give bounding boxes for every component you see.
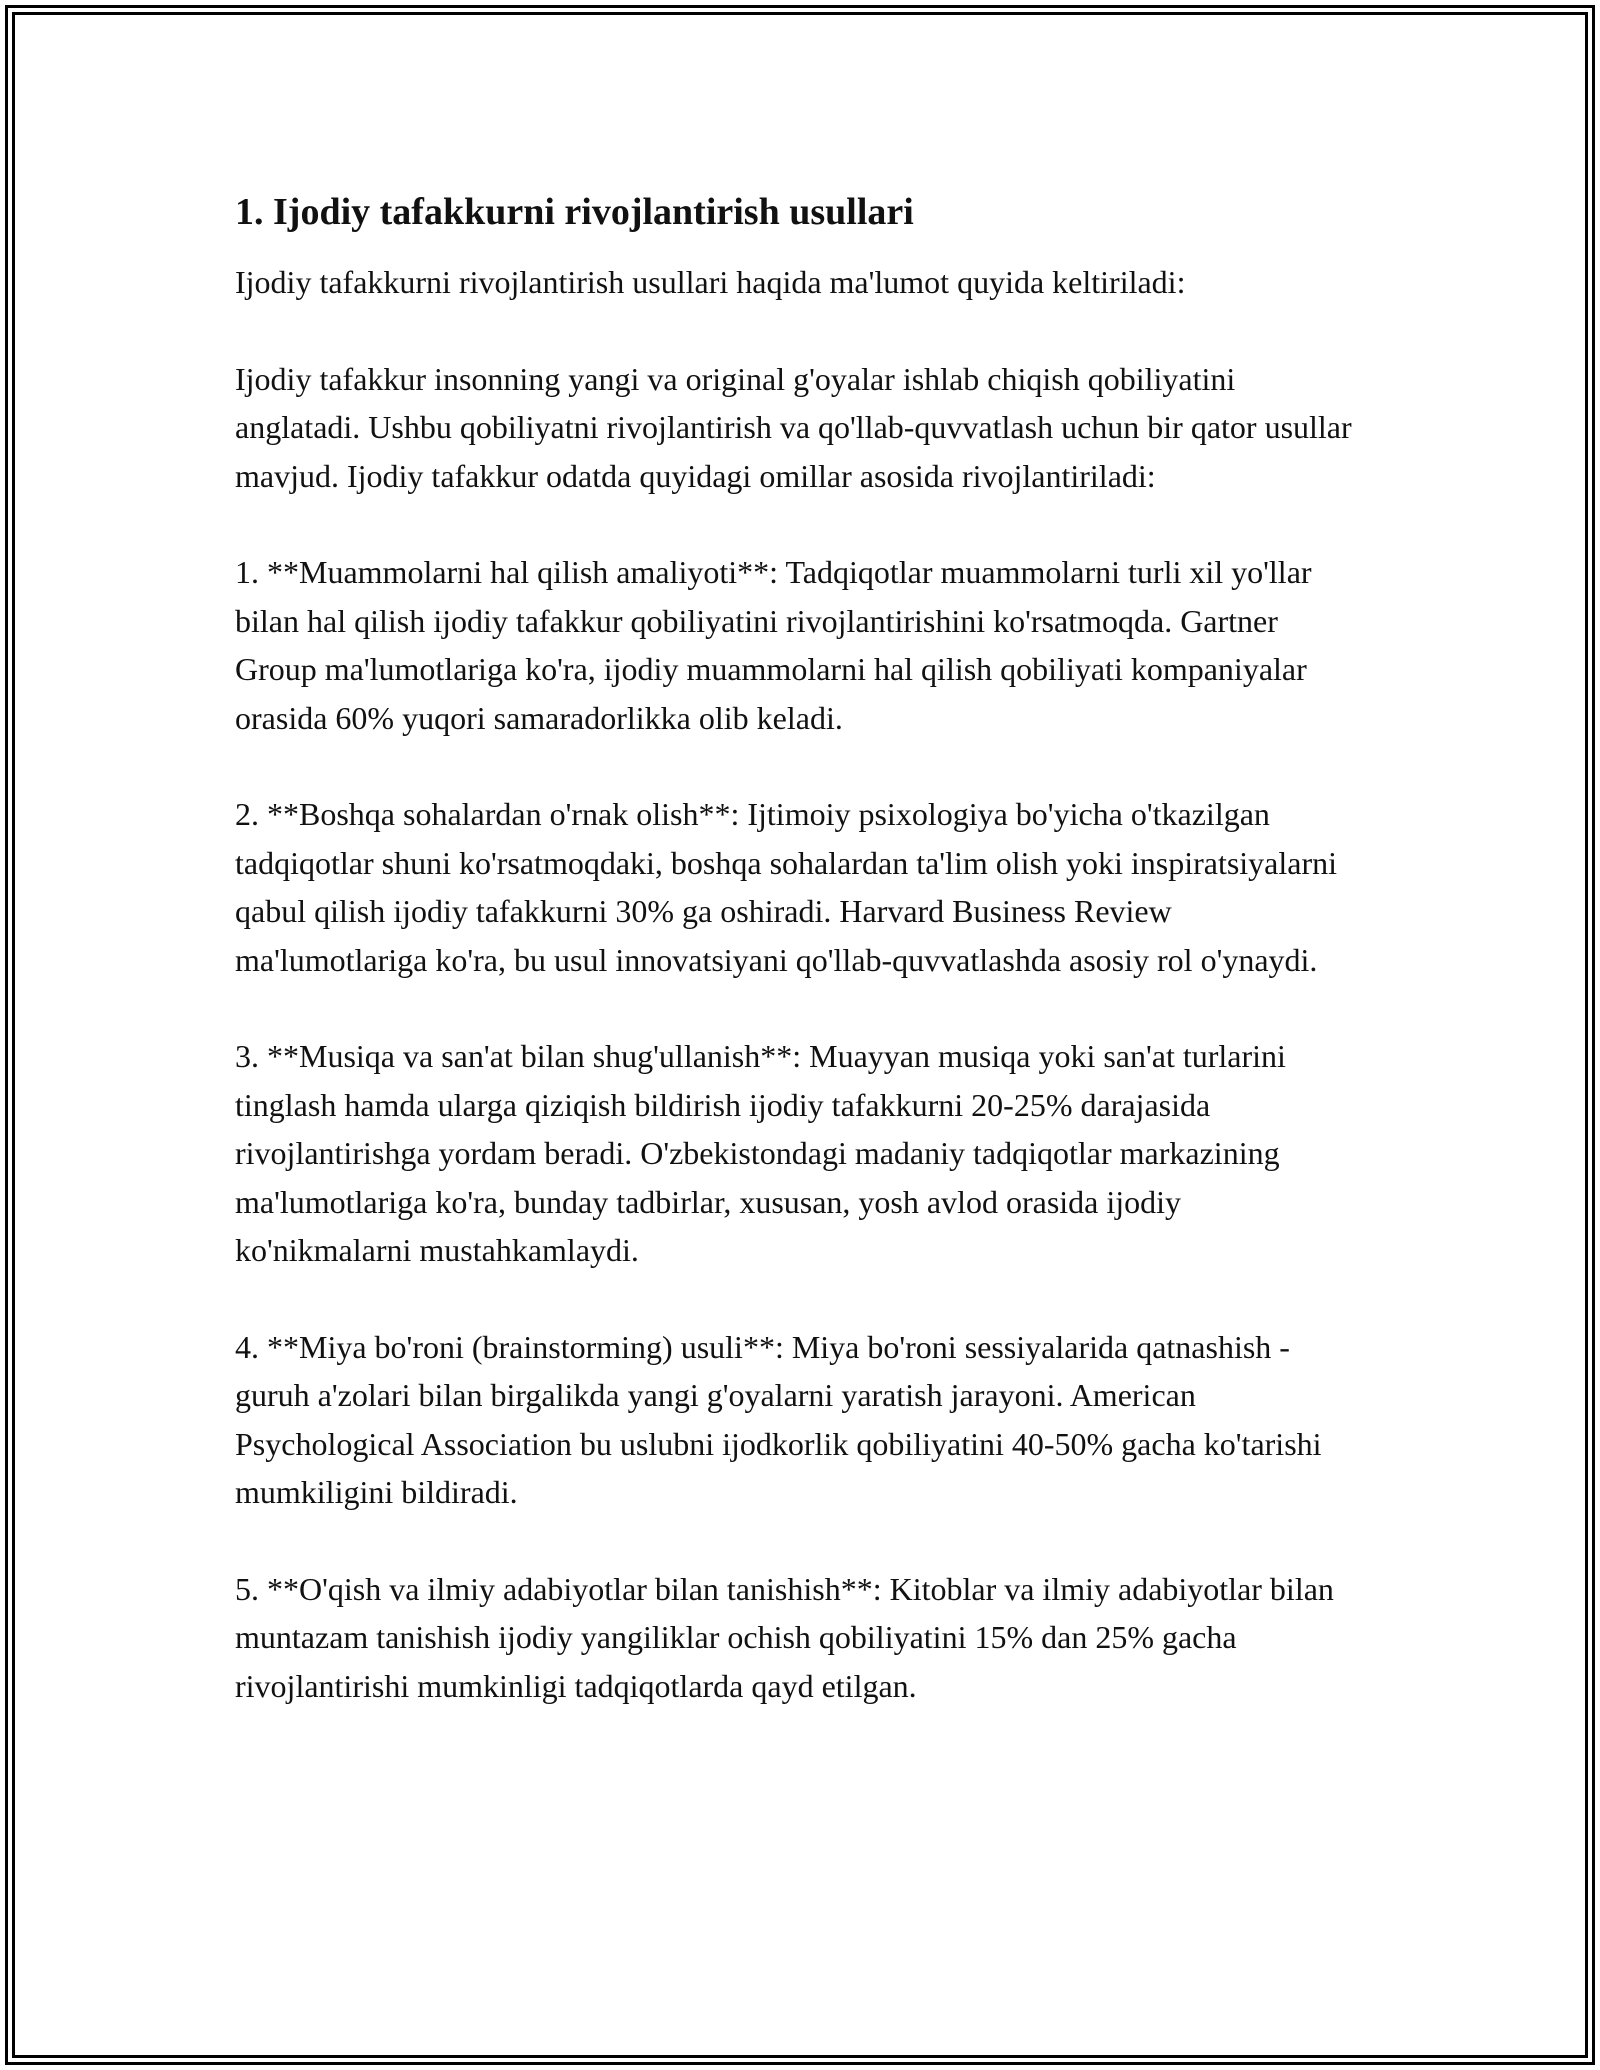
- method-paragraph-5: 5. **O'qish va ilmiy adabiyotlar bilan tanishish**: Kitoblar va ilmiy adabiyotlar bilan muntazam tanishish ijodiy yangiliklar ochish qobiliyatini 15% dan 25% gacha rivojlantirishi mumkinligi tadqiqotlarda qayd etilgan.: [235, 1570, 1334, 1704]
- overview-paragraph: Ijodiy tafakkur insonning yangi va original g'oyalar ishlab chiqish qobiliyatini anglatadi. Ushbu qobiliyatni rivojlantirish va qo'llab-quvvatlash uchun bir qator usullar mavjud. Ijodiy tafakkur odatda quyidagi omillar asosida rivojlantiriladi:: [235, 360, 1352, 494]
- section-heading: 1. Ijodiy tafakkurni rivojlantirish usullari: [235, 191, 914, 233]
- method-paragraph-2: 2. **Boshqa sohalardan o'rnak olish**: Ijtimoiy psixologiya bo'yicha o'tkazilgan tadqiqotlar shuni ko'rsatmoqdaki, boshqa sohalardan ta'lim olish yoki inspiratsiyalarni qabul qilish ijodiy tafakkurni 30% ga oshiradi. Harvard Business Review ma'lumotlariga ko'ra, bu usul innovatsiyani qo'llab-quvvatlashda asosiy rol o'ynaydi.: [235, 796, 1338, 978]
- method-paragraph-4: 4. **Miya bo'roni (brainstorming) usuli**: Miya bo'roni sessiyalarida qatnashish - guruh a'zolari bilan birgalikda yangi g'oyalarni yaratish jarayoni. American Psychological Association bu uslubni ijodkorlik qobiliyatini 40-50% gacha ko'tarishi mumkiligini bildiradi.: [235, 1328, 1322, 1510]
- method-paragraph-3: 3. **Musiqa va san'at bilan shug'ullanish**: Muayyan musiqa yoki san'at turlarini tinglash hamda ularga qiziqish bildirish ijodiy tafakkurni 20-25% darajasida rivojlantirishga yordam beradi. O'zbekistondagi madaniy tadqiqotlar markazining ma'lumotlariga ko'ra, bunday tadbirlar, xususan, yosh avlod orasida ijodiy ko'nikmalarni mustahkamlaydi.: [235, 1038, 1286, 1268]
- method-paragraph-1: 1. **Muammolarni hal qilish amaliyoti**: Tadqiqotlar muammolarni turli xil yo'llar bilan hal qilish ijodiy tafakkur qobiliyatini rivojlantirishini ko'rsatmoqda. Gartner Group ma'lumotlariga ko'ra, ijodiy muammolarni hal qilish qobiliyati kompaniyalar orasida 60% yuqori samaradorlikka olib keladi.: [235, 554, 1312, 736]
- intro-paragraph: Ijodiy tafakkurni rivojlantirish usullari haqida ma'lumot quyida keltiriladi:: [235, 264, 1186, 300]
- document-body: [235, 188, 1365, 1758]
